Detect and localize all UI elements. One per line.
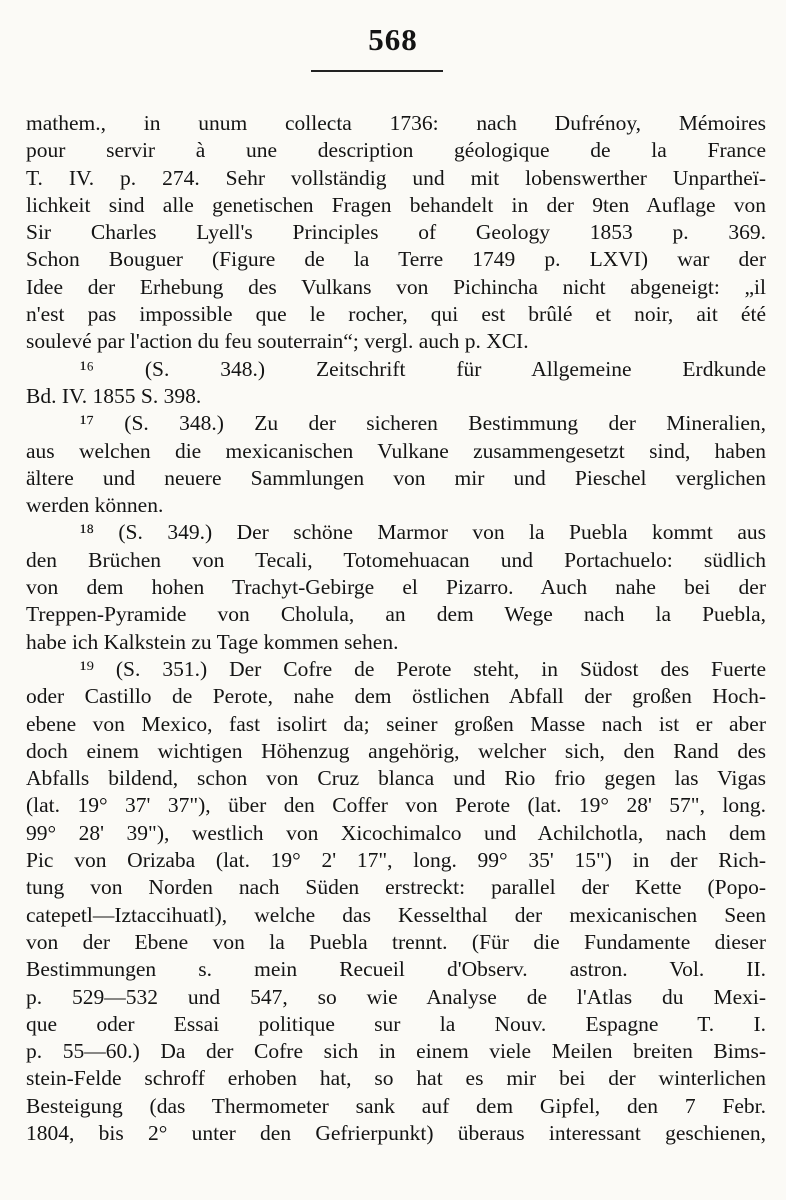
text-line: pour servir à une description géologique de la France: [26, 138, 766, 163]
text-line: doch einem wichtigen Höhenzug angehörig, welcher sich, den Rand des: [26, 738, 766, 763]
footnote-text-block: [26, 110, 766, 1147]
header-rule: [311, 70, 443, 72]
text-line: ¹⁷ (S. 348.) Zu der sicheren Bestimmung der Mineralien,: [80, 411, 766, 436]
page-number: 568: [368, 22, 418, 57]
text-line: p. 529—532 und 547, so wie Analyse de l'Atlas du Mexi-: [26, 984, 766, 1009]
text-line: p. 55—60.) Da der Cofre sich in einem viele Meilen breiten Bims-: [26, 1039, 766, 1064]
text-line: T. IV. p. 274. Sehr vollständig und mit lobenswerther Unpartheï-: [26, 165, 766, 190]
text-line: mathem., in unum collecta 1736: nach Dufrénoy, Mémoires: [26, 111, 766, 135]
text-line: 1804, bis 2° unter den Gefrierpunkt) überaus interessant geschienen,: [26, 1120, 766, 1145]
text-line: Pic von Orizaba (lat. 19° 2' 17", long. 99° 35' 15") in der Rich-: [26, 848, 766, 873]
text-line: ¹⁸ (S. 349.) Der schöne Marmor von la Puebla kommt aus: [80, 520, 766, 545]
text-line: von dem hohen Trachyt-Gebirge el Pizarro. Auch nahe bei der: [26, 575, 766, 600]
text-line: von der Ebene von la Puebla trennt. (Für die Fundamente dieser: [26, 929, 766, 954]
text-line: (lat. 19° 37' 37"), über den Coffer von Perote (lat. 19° 28' 57", long.: [26, 793, 766, 818]
text-line: soulevé par l'action du feu souterrain“; vergl. auch p. XCI.: [26, 329, 529, 354]
text-line: tung von Norden nach Süden erstreckt: parallel der Kette (Popo-: [26, 875, 766, 900]
text-line: oder Castillo de Perote, nahe dem östlichen Abfall der großen Hoch-: [26, 684, 766, 709]
text-line: den Brüchen von Tecali, Totomehuacan und Portachuelo: südlich: [26, 547, 766, 572]
text-line: Treppen-Pyramide von Cholula, an dem Wege nach la Puebla,: [26, 602, 766, 627]
text-line: ebene von Mexico, fast isolirt da; seiner großen Masse nach ist er aber: [26, 711, 766, 736]
text-line: ältere und neuere Sammlungen von mir und Pieschel verglichen: [26, 465, 766, 490]
text-line: Bestimmungen s. mein Recueil d'Observ. astron. Vol. II.: [26, 957, 766, 982]
text-line: que oder Essai politique sur la Nouv. Espagne T. I.: [26, 1011, 766, 1036]
text-line: Idee der Erhebung des Vulkans von Pichincha nicht abgeneigt: „il: [26, 274, 766, 299]
text-line: stein-Felde schroff erhoben hat, so hat es mir bei der winterlichen: [26, 1066, 766, 1091]
text-line: 99° 28' 39"), westlich von Xicochimalco und Achilchotla, nach dem: [26, 820, 766, 845]
text-line: ¹⁹ (S. 351.) Der Cofre de Perote steht, in Südost des Fuerte: [80, 656, 766, 681]
text-line: Bd. IV. 1855 S. 398.: [26, 383, 202, 408]
text-line: n'est pas impossible que le rocher, qui est brûlé et noir, ait été: [26, 302, 766, 327]
text-line: catepetl—Iztaccihuatl), welche das Kesselthal der mexicanischen Seen: [26, 902, 766, 927]
text-line: lichkeit sind alle genetischen Fragen behandelt in der 9ten Auflage von: [26, 192, 766, 217]
text-line: habe ich Kalkstein zu Tage kommen sehen.: [26, 629, 399, 654]
text-line: Schon Bouguer (Figure de la Terre 1749 p. LXVI) war der: [26, 247, 766, 272]
text-line: werden können.: [26, 493, 164, 518]
text-line: aus welchen die mexicanischen Vulkane zusammengesetzt sind, haben: [26, 438, 766, 463]
text-line: Sir Charles Lyell's Principles of Geology 1853 p. 369.: [26, 220, 766, 245]
text-line: Abfalls bildend, schon von Cruz blanca und Rio frio gegen las Vigas: [26, 766, 766, 791]
text-line: ¹⁶ (S. 348.) Zeitschrift für Allgemeine Erdkunde: [80, 356, 766, 381]
text-line: Besteigung (das Thermometer sank auf dem Gipfel, den 7 Febr.: [26, 1093, 766, 1118]
